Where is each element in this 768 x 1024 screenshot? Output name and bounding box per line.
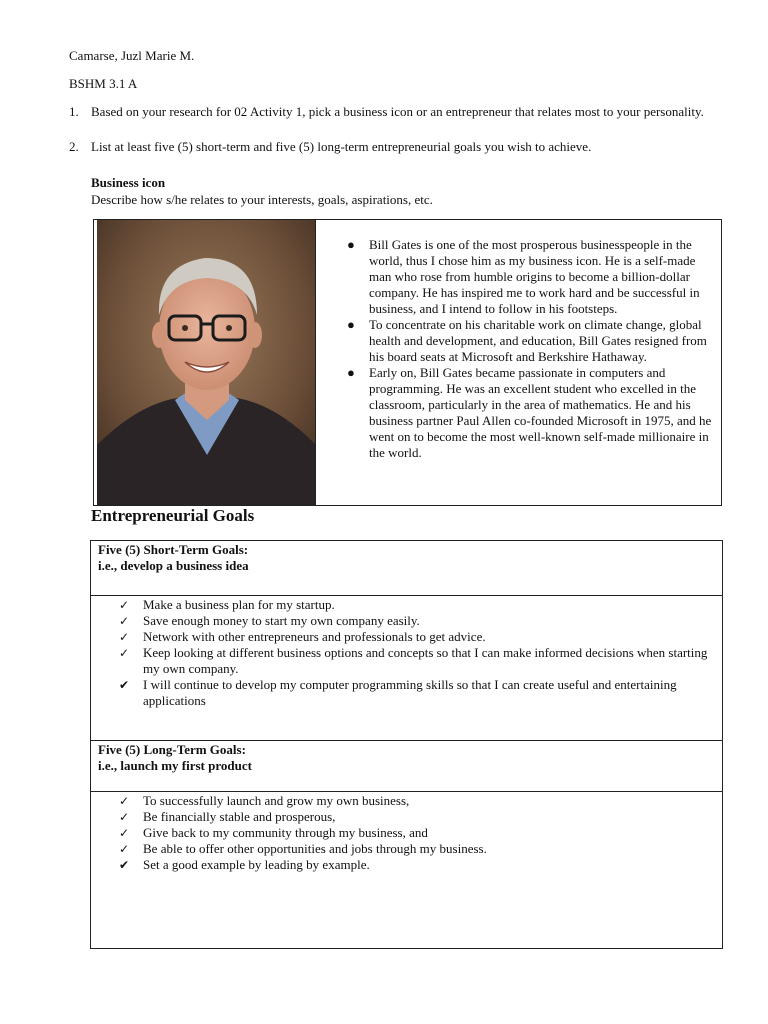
portrait-image	[97, 220, 316, 505]
list-item: ✔ Set a good example by leading by example.	[119, 857, 370, 872]
bullet-icon: ●	[347, 237, 355, 252]
business-icon-bullets	[347, 237, 719, 461]
section-label: BSHM 3.1 A	[69, 76, 138, 91]
row-divider	[91, 595, 722, 596]
check-icon: ✔	[119, 678, 130, 692]
bullet-icon: ●	[347, 317, 355, 332]
bullet-icon: ●	[347, 365, 355, 380]
list-item: ✓ Network with other entrepreneurs and professionals to get advice.	[119, 629, 486, 644]
instruction-text: Based on your research for 02 Activity 1, pick a business icon or an entrepreneur that relates most to your personality.	[91, 104, 704, 119]
goals-title: Entrepreneurial Goals	[91, 506, 255, 525]
goals-table	[90, 540, 723, 949]
row-divider	[91, 740, 722, 741]
portrait-photo	[97, 220, 316, 505]
short-term-heading: Five (5) Short-Term Goals: i.e., develop a business idea	[98, 542, 249, 573]
business-icon-prompt: Describe how s/he relates to your interests, goals, aspirations, etc.	[91, 192, 433, 207]
instruction-number: 2.	[69, 139, 79, 154]
short-term-list	[119, 597, 714, 709]
business-icon-heading: Business icon	[91, 175, 166, 190]
check-icon: ✓	[119, 810, 130, 824]
list-item: ✓ To successfully launch and grow my own business,	[119, 793, 410, 808]
check-icon: ✓	[119, 842, 130, 856]
instruction-text: List at least five (5) short-term and five (5) long-term entrepreneurial goals you wish to achieve.	[91, 139, 592, 154]
check-icon: ✓	[119, 630, 130, 644]
long-term-list	[119, 793, 714, 873]
row-divider	[91, 791, 722, 792]
list-item: ✓ Give back to my community through my business, and	[119, 825, 428, 840]
check-icon: ✓	[119, 826, 130, 840]
check-icon: ✓	[119, 646, 130, 660]
student-name: Camarse, Juzl Marie M.	[69, 48, 195, 63]
business-icon-box	[93, 219, 722, 506]
list-item: ✓ Be financially stable and prosperous,	[119, 809, 336, 824]
list-item: ✓ Make a business plan for my startup.	[119, 597, 335, 612]
list-item: ✓ Save enough money to start my own company easily.	[119, 613, 420, 628]
check-icon: ✓	[119, 794, 130, 808]
list-item: ✔ I will continue to develop my computer programming skills so that I can create useful and entertaining applications	[119, 677, 677, 708]
list-item: ● To concentrate on his charitable work on climate change, global health and development, and education, Bill Gates resigned from his board seats at Microsoft and Berkshire Hathaway.	[347, 317, 707, 364]
long-term-heading: Five (5) Long-Term Goals: i.e., launch my first product	[98, 742, 252, 773]
check-icon: ✔	[119, 858, 130, 872]
check-icon: ✓	[119, 614, 130, 628]
list-item: ● Early on, Bill Gates became passionate in computers and programming. He was an excellent student who excelled in the classroom, particularly in the area of mathematics. He and his business partner Paul Allen co-founded Microsoft in 1975, and he went on to become the most well-known self-made millionaire in the world.	[347, 365, 712, 460]
list-item: ✓ Be able to offer other opportunities and jobs through my business.	[119, 841, 487, 856]
instruction-number: 1.	[69, 104, 79, 119]
check-icon: ✓	[119, 598, 130, 612]
list-item: ✓ Keep looking at different business options and concepts so that I can make informed decisions when starting my own company.	[119, 645, 708, 676]
list-item: ● Bill Gates is one of the most prosperous businesspeople in the world, thus I chose him as my business icon. He is a self-made man who rose from humble origins to become a billion-dollar company. He has inspired me to work hard and be successful in business, and I intend to follow in his footsteps.	[347, 237, 700, 316]
